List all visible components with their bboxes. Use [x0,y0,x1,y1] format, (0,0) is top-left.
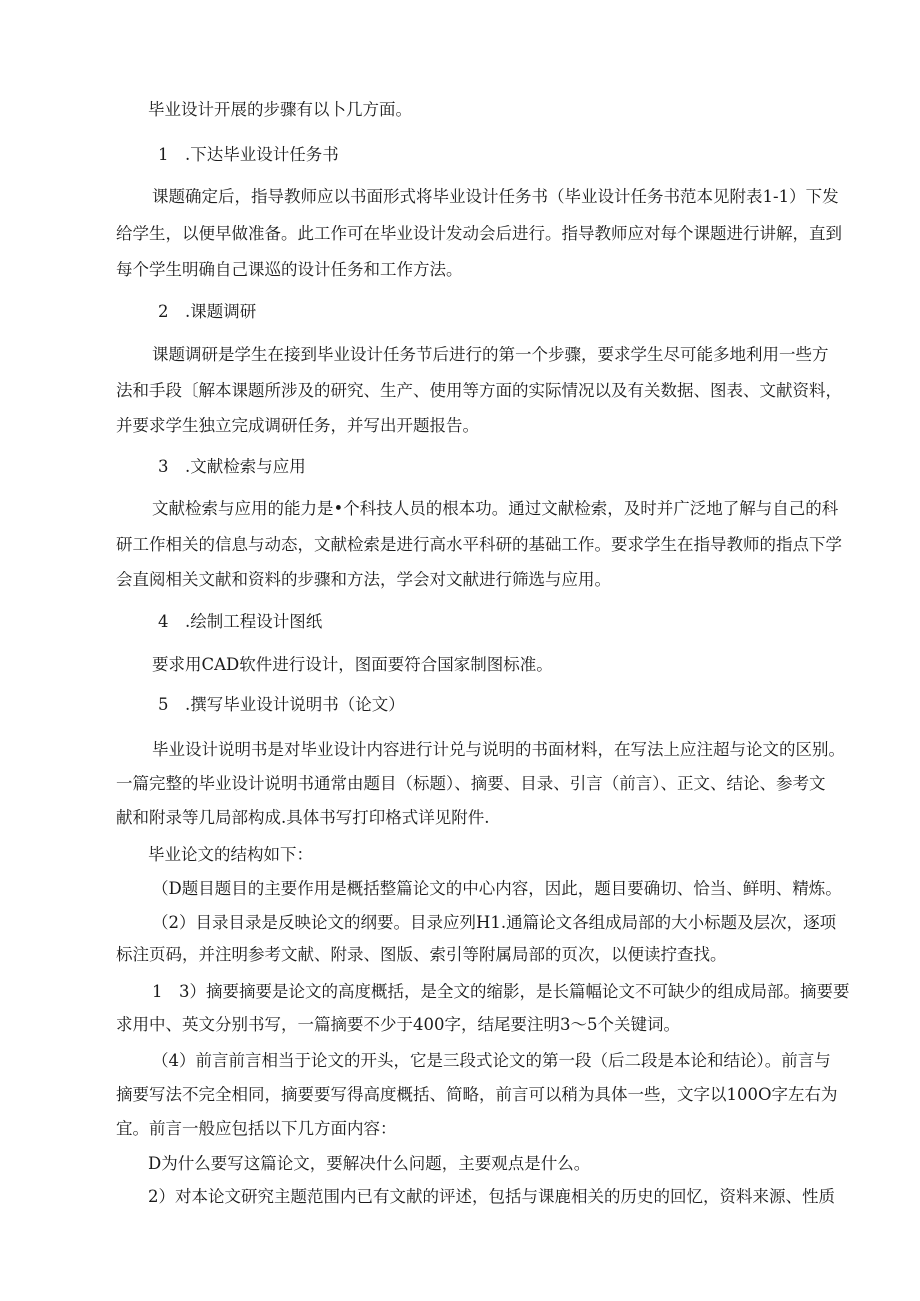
structure-line-1: （D题目题目的主要作用是概括整篇论文的中心内容，因此，题目要确切、恰当、鲜明、精炼。 [152,879,842,898]
step3-heading: 3 .文献检索与应用 [158,457,306,476]
structure-line-5: 求用中、英文分别书写，一篇摘要不少于400字，结尾要注明3～5个关键词。 [116,1015,680,1034]
step3-line-3: 会直阅相关文献和资料的步骤和方法，学会对文献进行筛选与应用。 [116,570,611,589]
step1-line-1: 课题确定后，指导教师应以书面形式将毕业设计任务书（毕业设计任务书范本见附表1-1）下发 [152,187,839,206]
step2-line-2: 法和手段〔解本课题所涉及的研究、生产、使用等方面的实际情况以及有关数据、图表、文献资料， [116,381,842,400]
step5-line-3: 献和附录等几局部构成.具体书写打印格式详见附件. [116,808,490,827]
structure-intro: 毕业论文的结构如下： [148,845,313,864]
step2-heading: 2 .课题调研 [158,302,257,321]
structure-line-6: （4）前言前言相当于论文的开头，它是三段式论文的第一段（后二段是本论和结论）。前言与 [152,1051,831,1070]
step2-line-3: 并要求学生独立完成调研任务，并写出开题报告。 [116,416,479,435]
step1-line-2: 给学生，以便早做准备。此工作可在毕业设计发动会后进行。指导教师应对每个课题进行讲解，直到 [116,224,842,243]
step5-heading: 5 .撰写毕业设计说明书（论文） [158,695,405,714]
step5-line-1: 毕业设计说明书是对毕业设计内容进行计兑与说明的书面材料，在写法上应注超与论文的区别。 [152,740,845,759]
structure-line-9: D为什么要写这篇论文，要解决什么问题，主要观点是什么。 [148,1154,591,1173]
structure-line-4: 1 3）摘要摘要是论文的高度概括，是全文的缩影，是长篇幅论文不可缺少的组成局部。摘要要 [152,982,850,1001]
step1-line-3: 每个学生明确自己课巡的设计任务和工作方法。 [116,260,463,279]
step4-line-1: 要求用CAD软件进行设计，图面要符合国家制图标准。 [152,655,553,674]
step1-heading: 1 .下达毕业设计任务书 [158,145,339,164]
intro-paragraph: 毕业设计开展的步骤有以卜几方面。 [148,100,412,119]
structure-line-3: 标注页码，并注明参考文献、附录、图版、索引等附属局部的页次，以便读拧查找。 [116,945,727,964]
structure-line-10: 2）对本论文研究主题范围内已有文献的评述，包括与课鹿相关的历史的回忆，资料来源、性质 [148,1187,835,1206]
step5-line-2: 一篇完整的毕业设计说明书通常由题目（标题）、摘要、目录、引言（前言）、正文、结论、参考文 [116,774,826,793]
structure-line-7: 摘要写法不完全相同，摘要要写得高度概括、简略，前言可以稍为具体一些，文字以100O字左右为 [116,1085,838,1104]
structure-line-8: 宜。前言一般应包括以下几方面内容： [116,1119,397,1138]
step4-heading: 4 .绘制工程设计图纸 [158,612,323,631]
structure-line-2: （2）目录目录是反映论文的纲要。目录应列H1.通篇论文各组成局部的大小标题及层次，逐项 [152,913,837,932]
step3-line-2: 研工作相关的信息与动态，文献检索是进行高水平科研的基础工作。要求学生在指导教师的指点下学 [116,535,842,554]
step3-line-1: 文献检索与应用的能力是•个科技人员的根本功。通过文献检索，及时并广泛地了解与自己的科 [152,499,839,518]
step2-line-1: 课题调研是学生在接到毕业设计任务节后进行的第一个步骤，要求学生尽可能多地利用一些方 [152,345,829,364]
